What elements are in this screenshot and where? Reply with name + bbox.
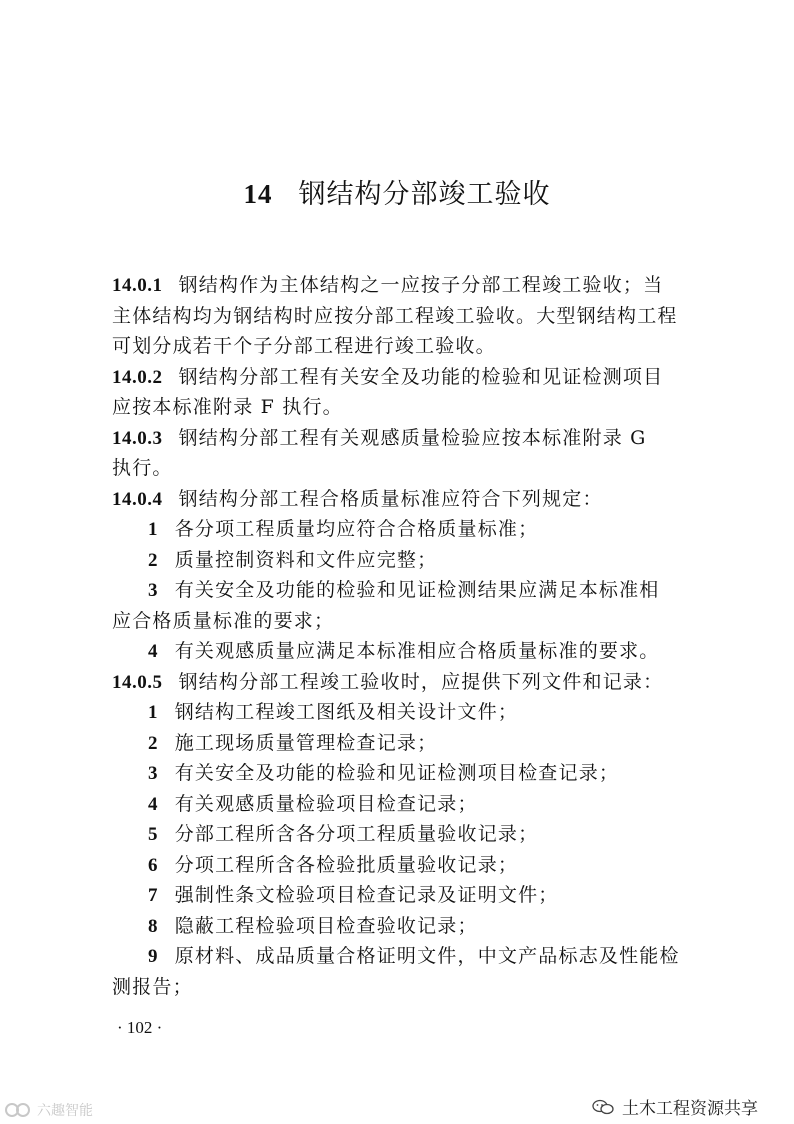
text-line (112, 972, 687, 1003)
item-number: 5 (148, 824, 159, 845)
line-text: 测报告； (112, 975, 193, 998)
line-text: 分项工程所含各检验批质量验收记录； (174, 853, 519, 876)
clause-line (112, 667, 687, 698)
line-text: 有关观感质量应满足本标准相应合格质量标准的要求。 (174, 640, 660, 662)
line-text: 施工现场质量管理检查记录； (174, 731, 438, 754)
clause-line (112, 484, 687, 515)
clause-line (112, 270, 687, 301)
wechat-icon (592, 1099, 614, 1115)
line-text: 钢结构作为主体结构之一应按子分部工程竣工验收；当 (178, 274, 664, 296)
line-text: 有关安全及功能的检验和见证检测结果应满足本标准相 (174, 579, 660, 601)
list-item-line (112, 636, 687, 667)
text-line (112, 606, 687, 637)
item-number: 1 (148, 519, 159, 540)
clause-number: 14.0.4 (112, 488, 163, 510)
list-item-line (112, 514, 687, 545)
list-item-line (112, 758, 687, 789)
line-text: 分部工程所含各分项工程质量验收记录； (174, 823, 539, 845)
list-item-line (112, 880, 687, 911)
line-text: 钢结构分部工程竣工验收时，应提供下列文件和记录： (178, 670, 664, 693)
line-text: 钢结构分部工程合格质量标准应符合下列规定： (178, 487, 603, 510)
clause-number: 14.0.2 (112, 366, 163, 388)
list-item-line (112, 789, 687, 820)
item-number: 2 (148, 549, 159, 571)
list-item-line (112, 728, 687, 759)
chapter-title (0, 172, 794, 211)
line-text: 应合格质量标准的要求； (112, 609, 335, 632)
logo-icon (3, 1101, 33, 1119)
line-text: 有关观感质量检验项目检查记录； (174, 792, 478, 815)
line-text: 强制性条文检验项目检查记录及证明文件； (174, 884, 559, 906)
clause-number: 14.0.1 (112, 275, 163, 296)
watermark-left-text: 六趣智能 (37, 1103, 93, 1119)
line-text: 原材料、成品质量合格证明文件，中文产品标志及性能检 (174, 945, 680, 967)
line-text: 钢结构分部工程有关观感质量检验应按本标准附录 G (178, 426, 647, 449)
text-line (112, 392, 687, 423)
chapter-number: 14 (243, 179, 273, 209)
item-number: 6 (148, 854, 159, 876)
item-number: 2 (148, 732, 159, 754)
item-number: 4 (148, 641, 159, 662)
body-text (112, 270, 687, 1002)
item-number: 4 (148, 793, 159, 815)
text-line (112, 453, 687, 484)
item-number: 7 (148, 885, 159, 906)
watermark-right (592, 1094, 758, 1119)
line-text: 可划分成若干个子分部工程进行竣工验收。 (112, 335, 496, 357)
list-item-line (112, 819, 687, 850)
item-number: 1 (148, 702, 159, 723)
list-item-line (112, 911, 687, 942)
line-text: 质量控制资料和文件应完整； (174, 548, 438, 571)
line-text: 有关安全及功能的检验和见证检测项目检查记录； (174, 762, 620, 784)
line-text: 应按本标准附录 F 执行。 (112, 396, 343, 418)
list-item-line (112, 941, 687, 972)
watermark-left (3, 1100, 93, 1120)
list-item-line (112, 850, 687, 881)
line-text: 执行。 (112, 457, 173, 479)
clause-number: 14.0.3 (112, 427, 163, 449)
chapter-title-text: 钢结构分部竣工验收 (298, 179, 551, 210)
item-number: 9 (148, 946, 159, 967)
text-line (112, 331, 687, 362)
clause-number: 14.0.5 (112, 671, 163, 693)
text-line (112, 301, 687, 332)
list-item-line (112, 697, 687, 728)
clause-line (112, 362, 687, 393)
watermark-right-text: 土木工程资源共享 (622, 1099, 758, 1119)
line-text: 钢结构分部工程有关安全及功能的检验和见证检测项目 (178, 365, 664, 388)
clause-line (112, 423, 687, 454)
list-item-line (112, 575, 687, 606)
item-number: 3 (148, 763, 159, 784)
item-number: 8 (148, 915, 159, 937)
line-text: 钢结构工程竣工图纸及相关设计文件； (174, 701, 519, 723)
item-number: 3 (148, 580, 159, 601)
list-item-line (112, 545, 687, 576)
line-text: 各分项工程质量均应符合合格质量标准； (174, 518, 539, 540)
page-number: · 102 · (117, 1018, 163, 1037)
line-text: 主体结构均为钢结构时应按分部工程竣工验收。大型钢结构工程 (112, 304, 678, 327)
line-text: 隐蔽工程检验项目检查验收记录； (174, 914, 478, 937)
